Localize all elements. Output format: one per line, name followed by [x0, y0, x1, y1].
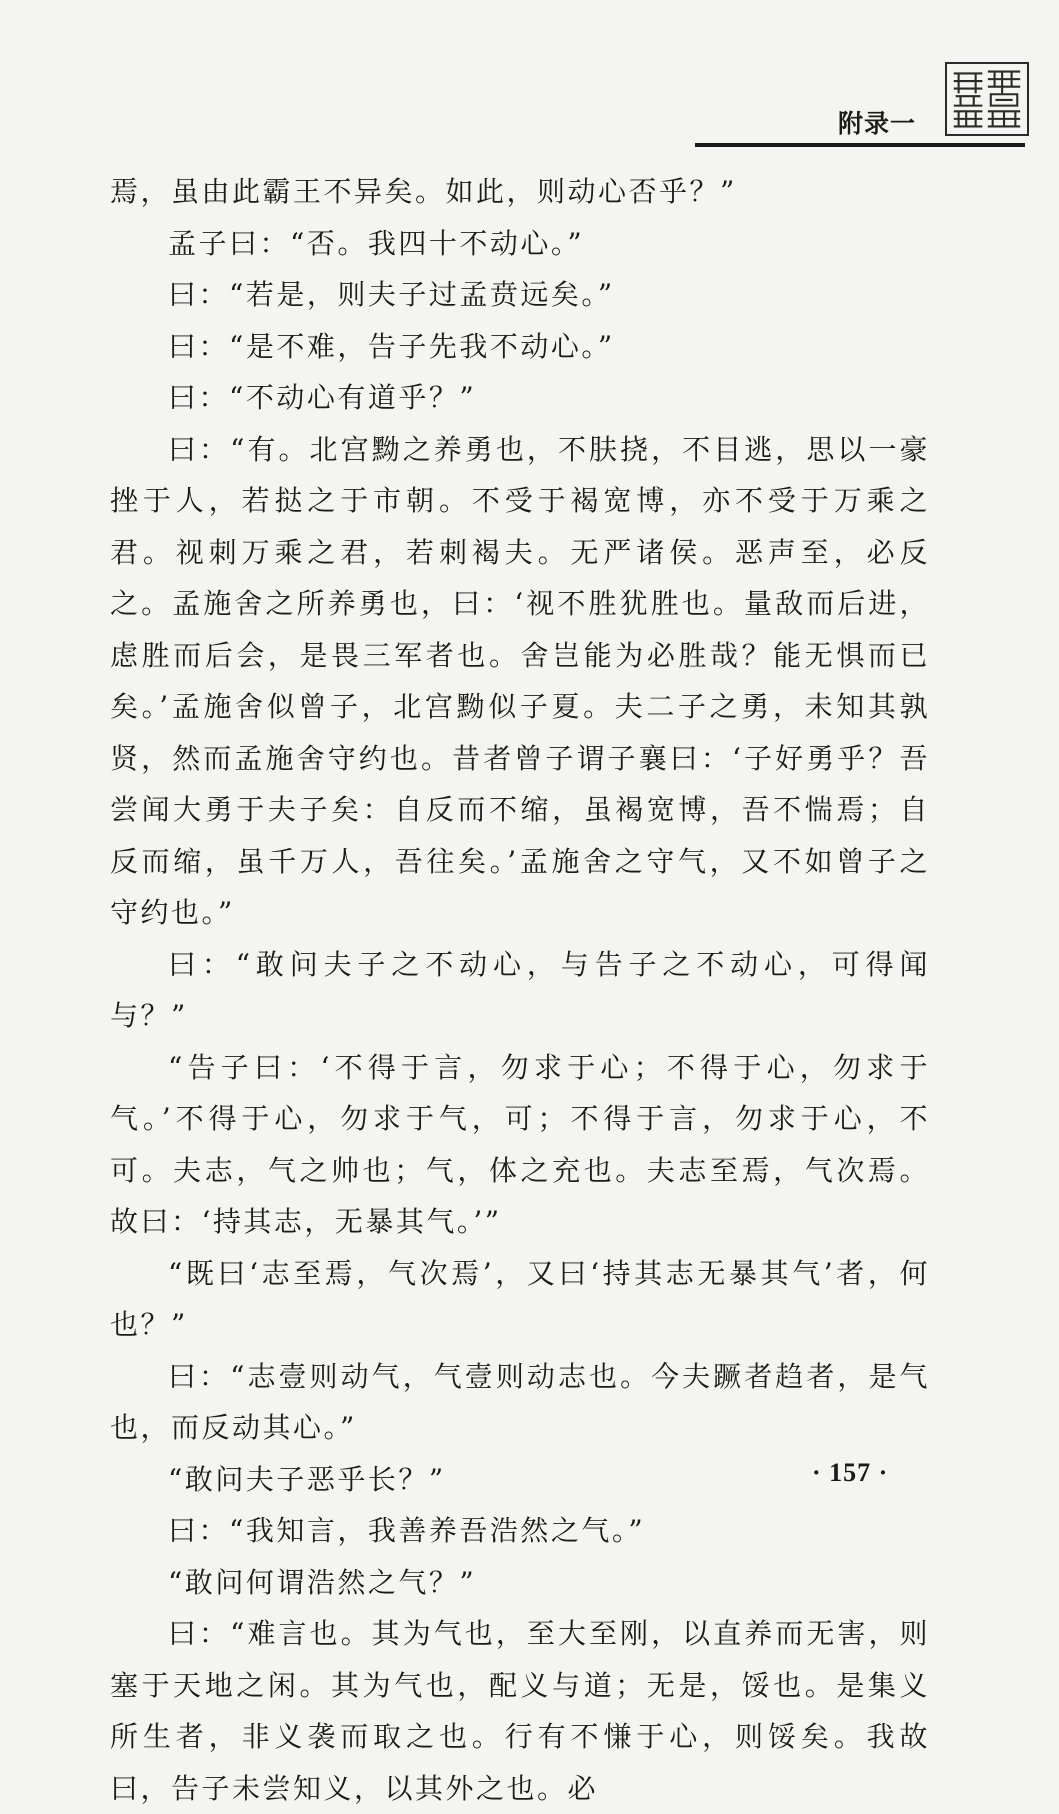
paragraph: 曰：“我知言，我善养吾浩然之气。”	[168, 1514, 646, 1547]
paragraph: “敢问夫子恶乎长？”	[168, 1462, 446, 1496]
paragraph: 曰：“难言也。其为气也，至大至刚，以直养而无害，则塞于天地之闲。其为气也，配义与道；无是，馁也。是集义所生者，非义袭而取之也。行有不慊于心，则馁矣。我故曰，告子未尝知义，以其外之也。必	[110, 1617, 930, 1805]
paragraph: 曰：“有。北宫黝之养勇也，不肤挠，不目逃，思以一豪挫于人，若挞之于市朝。不受于褐宽博，亦不受于万乘之君。视刺万乘之君，若刺褐夫。无严诸侯。恶声至，必反之。孟施舍之所养勇也，曰：‘视不胜犹胜也。量敌而后进，虑胜而后会，是畏三军者也。舍岂能为必胜哉？能无惧而已矣。’孟施舍似曾子，北宫黝似子夏。夫二子之勇，未知其孰贤，然而孟施舍守约也。昔者曾子谓子襄曰：‘子好勇乎？吾尝闻大勇于夫子矣：自反而不缩，虽褐宽博，吾不惴焉；自反而缩，虽千万人，吾往矣。’孟施舍之守气，又不如曾子之守约也。”	[110, 432, 930, 929]
seal-stamp-icon	[945, 62, 1029, 136]
paragraph: 孟子曰：“否。我四十不动心。”	[168, 226, 585, 260]
paragraph: 曰：“敢问夫子之不动心，与告子之不动心，可得闻与？”	[110, 947, 930, 1032]
paragraph: 曰：“若是，则夫子过孟贲远矣。”	[168, 278, 615, 311]
paragraph: “既曰‘志至焉，气次焉’，又曰‘持其志无暴其气’者，何也？”	[110, 1256, 930, 1341]
page-number: · 157 ·	[812, 1458, 889, 1487]
paragraph: 曰：“志壹则动气，气壹则动志也。今夫蹶者趋者，是气也，而反动其心。”	[110, 1359, 930, 1444]
paragraph: “告子曰：‘不得于言，勿求于心；不得于心，勿求于气。’不得于心，勿求于气，可；不得于言，勿求于心，不可。夫志，气之帅也；气，体之充也。夫志至焉，气次焉。故曰：‘持其志，无暴其气。’”	[110, 1050, 930, 1238]
paragraph: 焉，虽由此霸王不异矣。如此，则动心否乎？”	[110, 175, 737, 208]
paragraph: 曰：“是不难，告子先我不动心。”	[168, 329, 615, 363]
paragraph: 曰：“不动心有道乎？”	[168, 381, 477, 414]
section-title: 附录一	[838, 109, 917, 138]
paragraph: “敢问何谓浩然之气？”	[168, 1565, 477, 1599]
body-text	[110, 166, 930, 1814]
header-divider	[695, 143, 1025, 147]
